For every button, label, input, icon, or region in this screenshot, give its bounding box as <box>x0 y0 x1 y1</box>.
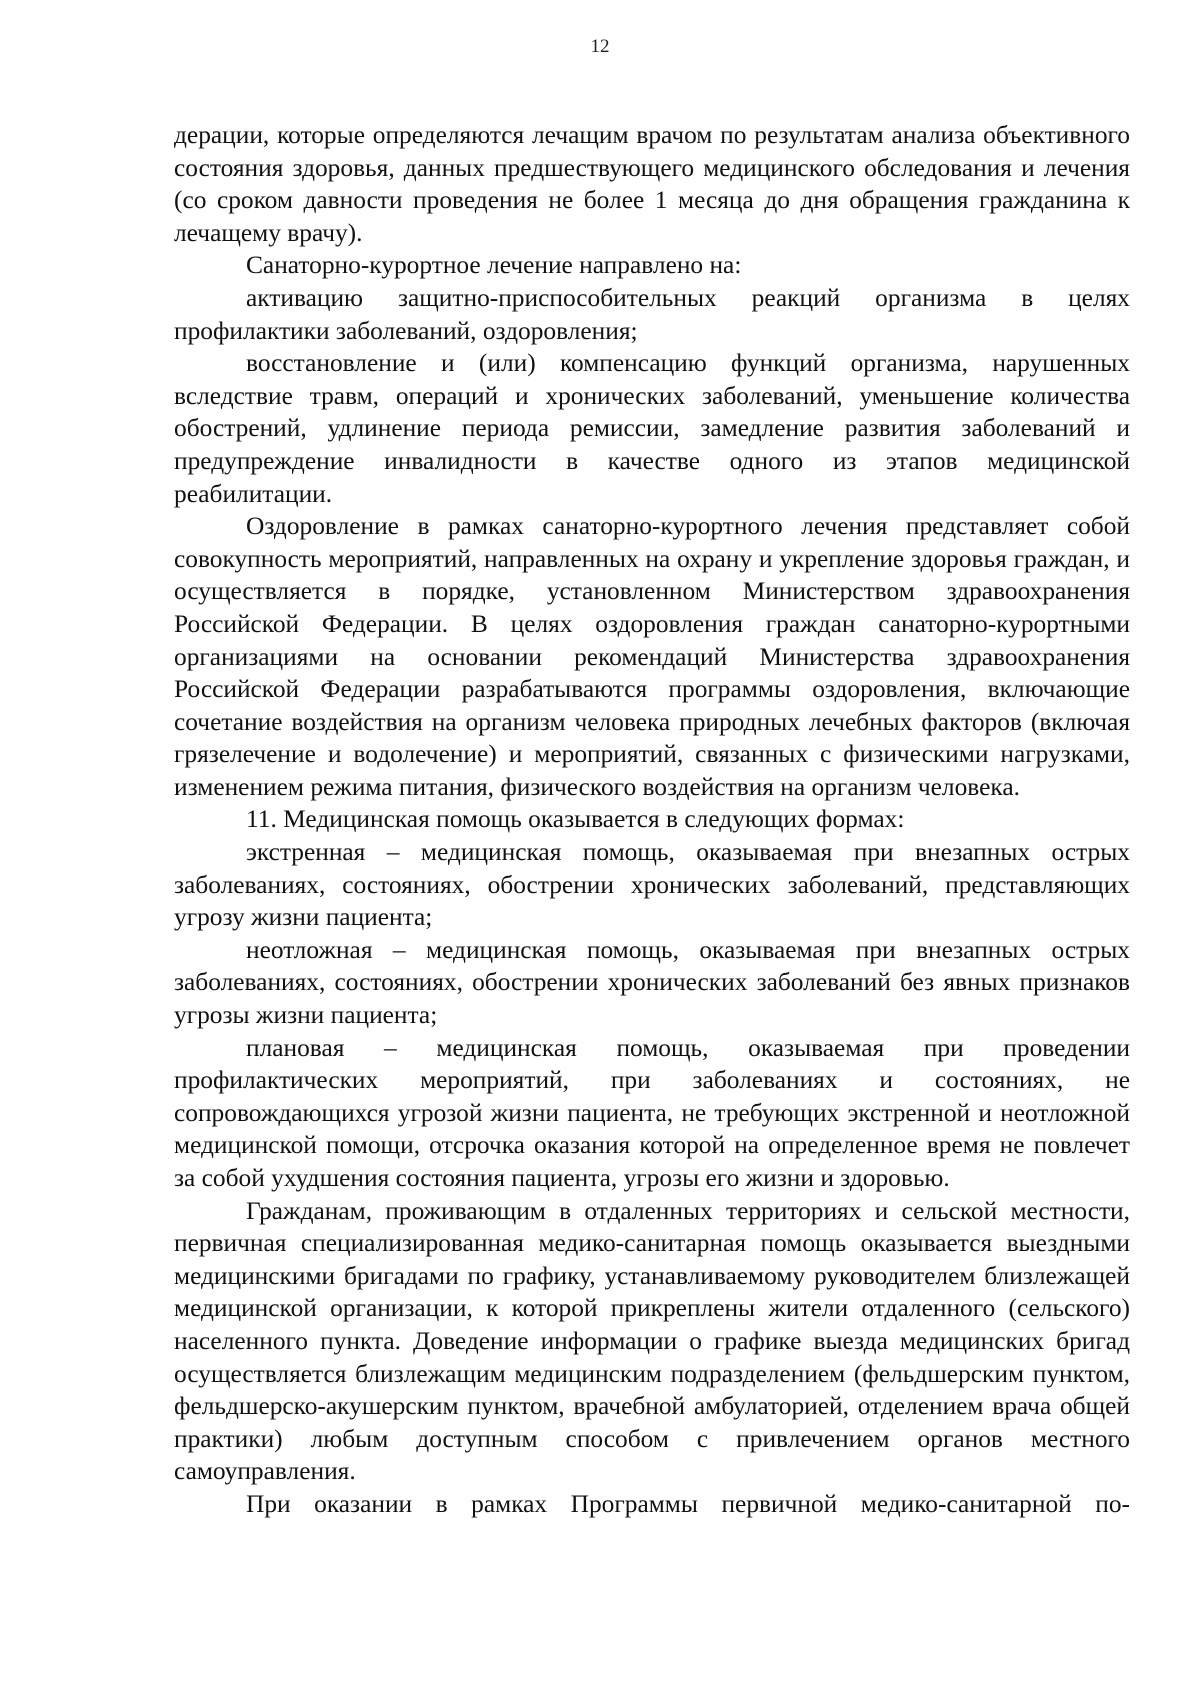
paragraph-urgent: неотложная – медицинская помощь, оказываемая при внезапных острых заболеваниях, состояниях, обострении хронических заболеваний без явных признаков угрозы жизни пациента; <box>174 935 1130 1030</box>
paragraph-activation: активацию защитно-приспособительных реакций организма в целях профилактики заболеваний, оздоровления; <box>174 283 1130 345</box>
paragraph-spa-treatment-intro: Санаторно-курортное лечение направлено на: <box>246 251 742 280</box>
paragraph-remote-areas: Гражданам, проживающим в отдаленных территориях и сельской местности, первичная специализированная медико-санитарная помощь оказывается выездными медицинскими бригадами по графику, устанавливаемому руководителем близлежащей медицинской организации, к которой прикреплены жители отдаленного (сельского) населенного пункта. Доведение информации о графике выезда медицинских бригад осуществляется близлежащим медицинским подразделением (фельдшерским пунктом, фельдшерско-акушерским пунктом, врачебной амбулаторией, отделением врача общей практики) любым доступным способом с привлечением органов местного самоуправления. <box>174 1196 1130 1486</box>
paragraph-planned: плановая – медицинская помощь, оказываемая при проведении профилактических мероприятий, при заболеваниях и состояниях, не сопровождающихся угрозой жизни пациента, не требующих экстренной и неотложной медицинской помощи, отсрочка оказания которой на определенное время не повлечет за собой ухудшения состояния пациента, угрозы его жизни и здоровью. <box>174 1033 1130 1192</box>
paragraph-emergency: экстренная – медицинская помощь, оказываемая при внезапных острых заболеваниях, состояниях, обострении хронических заболеваний, представляющих угрозу жизни пациента; <box>174 838 1130 932</box>
paragraph-forms-heading: 11. Медицинская помощь оказывается в следующих формах: <box>246 805 905 834</box>
paragraph-continuation: дерации, которые определяются лечащим врачом по результатам анализа объективного состояния здоровья, данных предшествующего медицинского обследования и лечения (со сроком давности проведения не более 1 месяца до дня обращения гражданина к лечащему врачу). <box>174 121 1130 247</box>
paragraph-health-improvement: Оздоровление в рамках санаторно-курортного лечения представляет собой совокупность мероприятий, направленных на охрану и укрепление здоровья граждан, и осуществляется в порядке, установленном Министерством здравоохранения Российской Федерации. В целях оздоровления граждан санаторно-курортными организациями на основании рекомендаций Министерства здравоохранения Российской Федерации разрабатываются программы оздоровления, включающие сочетание воздействия на организм человека природных лечебных факторов (включая грязелечение и водолечение) и мероприятий, связанных с физическими нагрузками, изменением режима питания, физического воздействия на организм человека. <box>174 512 1130 801</box>
paragraph-program-continuation: При оказании в рамках Программы первичной медико-санитарной по- <box>246 1489 1130 1518</box>
document-body <box>174 119 1130 1521</box>
paragraph-restoration: восстановление и (или) компенсацию функций организма, нарушенных вследствие травм, операций и хронических заболеваний, уменьшение количества обострений, удлинение периода ремиссии, замедление развития заболеваний и предупреждение инвалидности в качестве одного из этапов медицинской реабилитации. <box>174 349 1130 508</box>
page-number: 12 <box>590 36 610 57</box>
